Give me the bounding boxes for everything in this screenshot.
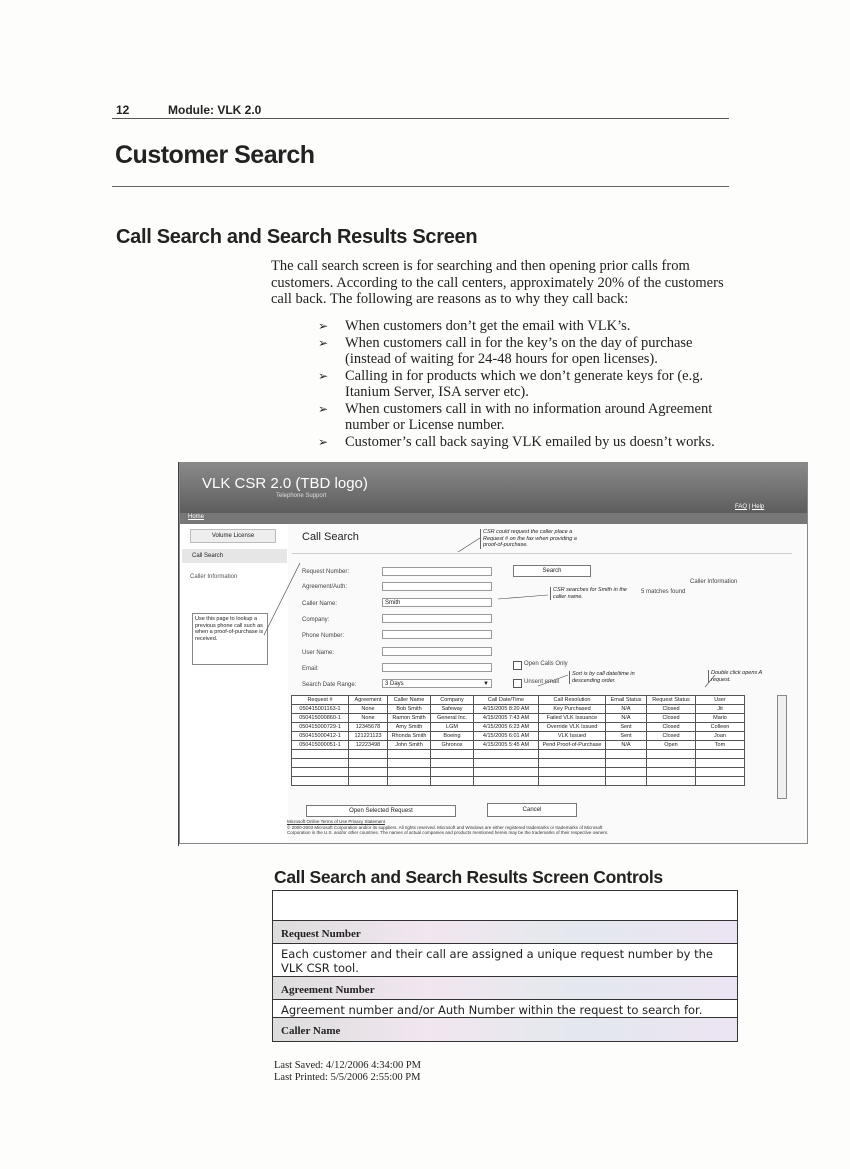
chevron-down-icon: ▼ [483,681,489,687]
control-description: Each customer and their call are assigned a unique request number by the VLK CSR tool. [273,944,737,977]
cell: N/A [606,741,647,750]
cell: Closed [647,705,696,714]
control-label: Caller Name [273,1018,737,1041]
cell: 050415000051-1 [292,741,349,750]
email-input[interactable] [382,663,492,672]
cell: Rhonda Smith [388,732,431,741]
caller-name-label: Caller Name: [302,601,338,607]
sidebar-item-caller-information[interactable]: Caller Information [190,574,238,580]
cell: 050415001163-1 [292,705,349,714]
cell: Ghronos [431,741,474,750]
cell: Closed [647,732,696,741]
request-number-label: Request Number: [302,569,350,575]
open-calls-label: Open Calls Only [524,661,568,667]
date-range-select[interactable] [382,679,492,688]
content-rule [292,553,792,554]
table-row-empty [292,750,745,759]
col-date[interactable]: Call Date/Time [474,696,539,705]
sidebar-item-volume-license[interactable]: Volume License [190,529,276,543]
faq-link[interactable]: FAQ [735,504,748,510]
col-request[interactable]: Request # [292,696,349,705]
cell: Sent [606,723,647,732]
cell: Pend Proof-of-Purchase [539,741,606,750]
table-row[interactable] [292,723,745,732]
unsent-email-label: Unsent email [524,679,560,685]
control-description: Agreement number and/or Auth Number within the request to search for. [273,1000,737,1018]
table-row[interactable] [292,732,745,741]
table-row[interactable] [292,705,745,714]
cell: VLK Issued [539,732,606,741]
email-label: Email: [302,666,319,672]
footer-copyright: © 2000-2003 Microsoft Corporation and/or its suppliers. All rights reserved. Microsoft and Windows are either registered trademarks or trademarks of Microsoft [287,824,603,830]
link-separator: | [748,504,751,510]
cell: 050415000860-1 [292,714,349,723]
last-saved: Last Saved: 4/12/2006 4:34:00 PM [274,1060,421,1071]
cell: Mario [696,714,745,723]
col-caller[interactable]: Caller Name [388,696,431,705]
col-resolution[interactable]: Call Resolution [539,696,606,705]
sidebar-note: Use this page to lookup a previous phone call such as when a proof-of-purchase is received. [192,613,268,665]
cell: Closed [647,723,696,732]
cancel-button[interactable]: Cancel [487,803,577,817]
date-range-value: 3 Days [385,681,404,687]
content-title: Call Search [302,531,359,543]
search-button[interactable]: Search [513,565,591,577]
last-printed: Last Printed: 5/5/2006 2:55:00 PM [274,1072,421,1083]
cell: 12223498 [349,741,388,750]
cell: 4/15/2005 6:01 AM [474,732,539,741]
cell: 050415000412-1 [292,732,349,741]
table-header-row [292,696,745,705]
user-name-label: User Name: [302,650,335,656]
col-status[interactable]: Request Status [647,696,696,705]
app-footer [287,819,608,836]
company-label: Company: [302,617,330,623]
matches-count: 5 matches found [641,589,686,595]
list-item: ➢ When customers don’t get the email with VLK’s. [318,318,718,335]
cell: John Smith [388,741,431,750]
request-number-input[interactable] [382,567,492,576]
list-item: ➢ Calling in for products which we don’t generate keys for (e.g. Itanium Server, ISA server etc). [318,368,718,401]
intro-paragraph: The call search screen is for searching and then opening prior calls from customers. According to the call centers, approximately 20% of the customers call back. The following are reasons as to why they call back: [271,258,724,307]
phone-input[interactable] [382,630,492,639]
cell: 4/15/2005 7:43 AM [474,714,539,723]
cell: Closed [647,714,696,723]
unsent-email-checkbox[interactable] [513,679,522,688]
controls-title: Call Search and Search Results Screen Controls [274,867,663,887]
col-user[interactable]: User [696,696,745,705]
controls-table [272,890,738,1042]
reasons-list [318,318,718,450]
col-agreement[interactable]: Agreement [349,696,388,705]
cell: Open [647,741,696,750]
cell: None [349,705,388,714]
cell: Sent [606,732,647,741]
callout-smith: CSR searches for Smith in the caller name. [550,587,639,600]
sidebar-item-call-search[interactable]: Call Search [182,549,287,563]
col-email[interactable]: Email Status [606,696,647,705]
open-request-button[interactable]: Open Selected Request [306,805,456,817]
control-label: Agreement Number [273,977,737,1000]
results-table [291,695,745,786]
phone-label: Phone Number: [302,633,345,639]
app-title: VLK CSR 2.0 (TBD logo) [202,475,368,492]
controls-header-blank [273,891,737,921]
cell: Key Purchased [539,705,606,714]
cell: Joan [696,732,745,741]
agreement-input[interactable] [382,582,492,591]
module-label: Module: VLK 2.0 [168,103,262,117]
cell: Bob Smith [388,705,431,714]
cell: Safeway [431,705,474,714]
cell: LGM [431,723,474,732]
page-title: Customer Search [115,141,315,169]
table-row[interactable] [292,741,745,750]
agreement-label: Agreement/Auth: [302,584,348,590]
cell: 4/15/2005 5:45 AM [474,741,539,750]
list-item: ➢ When customers call in with no information around Agreement number or License number. [318,401,718,434]
caller-name-input[interactable]: Smith [382,598,492,607]
cell: Amy Smith [388,723,431,732]
control-label: Request Number [273,921,737,944]
user-name-input[interactable] [382,647,492,656]
save-info [274,1060,421,1084]
cell: Jit [696,705,745,714]
cell: General Inc. [431,714,474,723]
table-row[interactable] [292,714,745,723]
footer-trademark: Corporation in the U.S. and/or other countries. The names of actual companies and products mentioned herein may be the trademarks of their respective owners. [287,830,609,835]
help-link[interactable]: Help [751,504,765,510]
footer-links[interactable]: Microsoft Online Terms of Use Privacy Statement [287,819,385,824]
cell: Override VLK Issued [539,723,606,732]
cell: Ramon Smith [388,714,431,723]
title-rule [112,186,729,187]
cell: Failed VLK Issuance [539,714,606,723]
app-screenshot [179,462,808,844]
callout-double-click: Double click opens A request. [708,670,773,683]
cell: N/A [606,705,647,714]
caller-info-label: Caller Information [690,579,738,585]
col-company[interactable]: Company [431,696,474,705]
table-row-empty [292,768,745,777]
home-link[interactable]: Home [188,514,205,520]
header-rule [112,118,729,119]
app-subtitle: Telephone Support [276,493,327,499]
cell: Tom [696,741,745,750]
callout-request: CSR could request the caller place a Request # on the fax when providing a proof-of-purchase. [480,529,591,549]
page-number: 12 [116,103,130,117]
company-input[interactable] [382,614,492,623]
cell: 050415000729-1 [292,723,349,732]
table-row-empty [292,777,745,786]
callout-sort: Sort is by call date/time in descending order. [569,671,654,684]
table-row-empty [292,759,745,768]
cell: N/A [606,714,647,723]
section-title: Call Search and Search Results Screen [116,226,478,248]
cell: 12345678 [349,723,388,732]
list-item: ➢ When customers call in for the key’s on the day of purchase (instead of waiting for 24-48 hours for open licenses). [318,335,718,368]
open-calls-checkbox[interactable] [513,661,522,670]
cell: Boeing [431,732,474,741]
cell: 4/15/2005 8:20 AM [474,705,539,714]
callout-lines [180,463,807,843]
cell: 4/15/2005 6:23 AM [474,723,539,732]
cell: None [349,714,388,723]
list-item: ➢ Customer’s call back saying VLK emailed by us doesn’t works. [318,434,718,451]
table-scrollbar[interactable] [777,695,787,799]
cell: Colleen [696,723,745,732]
cell: 121221123 [349,732,388,741]
date-range-label: Search Date Range: [302,682,357,688]
